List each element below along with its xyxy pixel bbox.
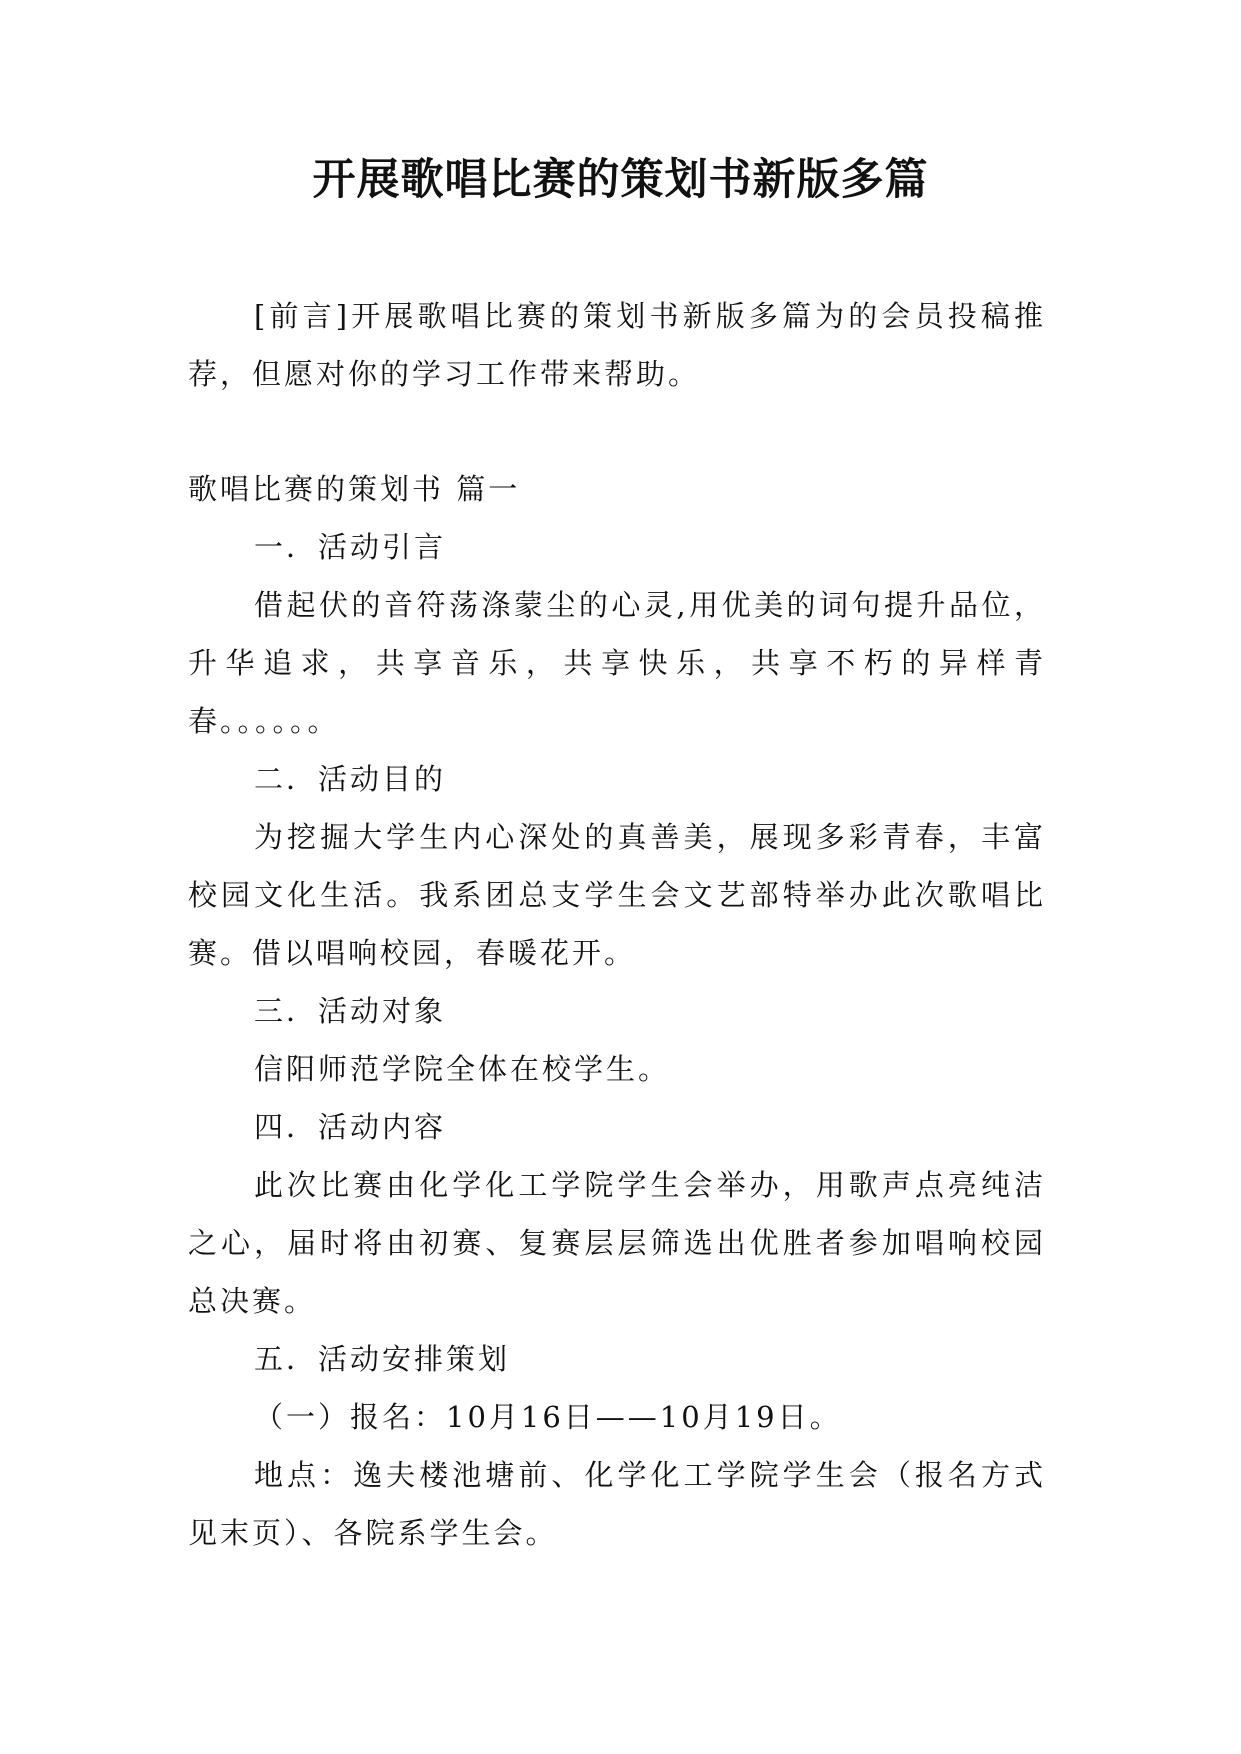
heading-activity-intro: 一．活动引言 — [254, 530, 447, 564]
document-title: 开展歌唱比赛的策划书新版多篇 — [312, 155, 929, 205]
heading-activity-target: 三．活动对象 — [254, 994, 447, 1028]
paragraph-activity-purpose: 为挖掘大学生内心深处的真善美，展现多彩青春，丰富校园文化生活。我系团总支学生会文艺部特举办此次歌唱比赛。借以唱响校园，春暖花开。 — [188, 820, 1046, 970]
paragraph-activity-intro: 借起伏的音符荡涤蒙尘的心灵,用优美的词句提升品位，升华追求，共享音乐，共享快乐，共享不朽的异样青春。。。。。。 — [188, 588, 1046, 738]
paragraph-registration-location: 地点：逸夫楼池塘前、化学化工学院学生会（报名方式见末页）、各院系学生会。 — [188, 1458, 1046, 1550]
paragraph-activity-content: 此次比赛由化学化工学院学生会举办，用歌声点亮纯洁之心，届时将由初赛、复赛层层筛选出优胜者参加唱响校园总决赛。 — [188, 1168, 1046, 1318]
paragraph-activity-target: 信阳师范学院全体在校学生。 — [254, 1052, 671, 1086]
document-content — [188, 460, 1046, 1562]
section-heading: 歌唱比赛的策划书 篇一 — [188, 472, 521, 506]
heading-activity-schedule: 五．活动安排策划 — [254, 1342, 511, 1376]
paragraph-registration-date: （一）报名：10月16日——10月19日。 — [254, 1400, 842, 1434]
intro-paragraph: [前言]开展歌唱比赛的策划书新版多篇为的会员投稿推荐，但愿对你的学习工作带来帮助。 — [188, 299, 1046, 391]
heading-activity-content: 四．活动内容 — [254, 1110, 447, 1144]
heading-activity-purpose: 二．活动目的 — [254, 762, 447, 796]
